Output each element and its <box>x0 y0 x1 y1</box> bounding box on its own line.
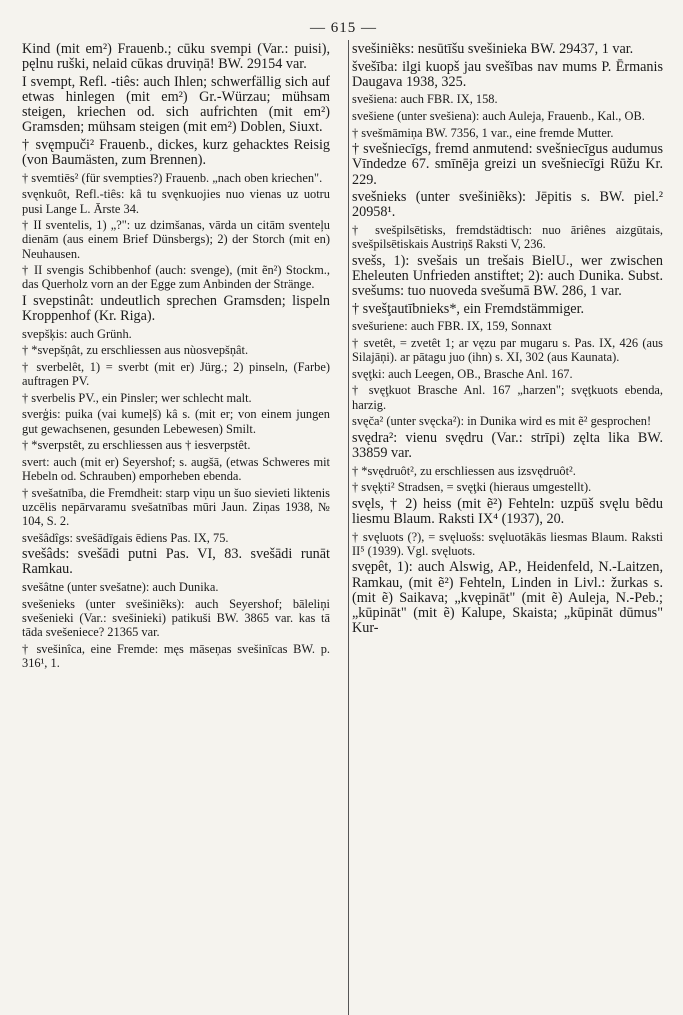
dictionary-entry: svepšķis: auch Grünh. <box>22 326 132 341</box>
dictionary-entry: svešs, 1): svešais un trešais BielU., wer zwischen Eheleuten Unfrieden anstiftet; 2): auch Dunika. Subst. svešums: tuo nuoveda svešumā BW. 286, 1 var. <box>352 252 663 300</box>
page-number: — 615 — <box>310 20 377 36</box>
dictionary-entry: svešâtne (unter svešatne): auch Dunika. <box>22 579 219 594</box>
dictionary-entry: † svęţkuot Brasche Anl. 167 „harzen"; svęţkuots ebenda, harzig. <box>352 383 663 412</box>
dictionary-entry: svert: auch (mit er) Seyershof; s. augšā, (etwas Schweres mit Hebeln od. Schrauben) emporheben ebenda. <box>22 454 330 483</box>
dictionary-entry: Kind (mit em²) Frauenb.; cūku svempi (Var.: puisi), pęlnu ruški, nelaid cūkas druviņā! BW. 29154 var. <box>22 41 330 73</box>
dictionary-entry: švešība: ilgi kuopš jau svešības nav mums P. Ērmanis Daugava 1938, 325. <box>352 58 663 90</box>
dictionary-entry: svępêt, 1): auch Alswig, AP., Heidenfeld, N.-Laitzen, Ramkau, (mit ẽ²) Fehteln, Linden in Livl.: žurkas s. (mit ẽ) Saikava; „kvępināt" (mit ẽ) Auleja, N.-Peb.; „kūpināt" (mit ẽ) Kalupe, Skaista; „kūpināt dūmus" Kur- <box>352 559 663 637</box>
dictionary-entry: † svęmpuči² Frauenb., dickes, kurz gehacktes Reisig (von Baumästen, zum Brennen). <box>22 137 330 169</box>
dictionary-entry: svešnieks (unter svešiniẽks): Jēpitis s. BW. piel.² 20958¹. <box>352 189 663 221</box>
dictionary-entry: svędra²: vienu svędru (Var.: strīpi) zęlta lika BW. 33859 var. <box>352 429 663 461</box>
dictionary-entry: † svęluots (?), = svęluošs: svęluotākās liesmas Blaum. Raksti II⁵ (1939). Vgl. svęluots. <box>352 529 663 558</box>
dictionary-entry: † svešinîca, eine Fremde: męs māseņas svešinīcas BW. p. 316¹, 1. <box>22 641 330 670</box>
dictionary-entry: † sverbelis PV., ein Pinsler; wer schlecht malt. <box>22 390 252 405</box>
left-column <box>22 42 340 672</box>
dictionary-entry: † svešatnība, die Fremdheit: starp viņu un šuo sievieti liktenis uzcēlis nepārvaramu svešatnības mūri Jaun. Ziņas 1938, № 104, S. 2. <box>22 485 330 528</box>
dictionary-entry: † svešţautībnieks*, ein Fremdstämmiger. <box>352 300 585 317</box>
dictionary-entry: svęls, † 2) heiss (mit ẽ²) Fehteln: uzpūš svęlu bẽdu liesmu Blaum. Raksti IX⁴ (1937), 20. <box>352 495 663 527</box>
dictionary-entry: † *svepšņât, zu erschliessen aus nùosvepšņât. <box>22 343 249 358</box>
dictionary-entry: svešâds: svešādi putni Pas. VI, 83. svešādi runāt Ramkau. <box>22 546 330 578</box>
columns <box>22 42 665 672</box>
dictionary-entry: svęča² (unter svęcka²): in Dunika wird es mit ẽ² gesprochen! <box>352 414 652 429</box>
column-divider <box>348 40 349 1015</box>
dictionary-entry: svešiniẽks: nesūtīšu svešinieka BW. 29437, 1 var. <box>352 41 634 57</box>
dictionary-entry: † svemtiēs² (für svempties?) Frauenb. „nach oben kriechen". <box>22 170 323 185</box>
dictionary-entry: † svetêt, = zvetêt 1; ar vęzu par mugaru s. Pas. IX, 426 (aus Silajāņi). ar pātagu juo (ihn) s. XI, 302 (aus Kaunata). <box>352 335 663 365</box>
dictionary-entry: † *svędruôt², zu erschliessen aus izsvędruôt². <box>352 463 576 478</box>
dictionary-entry: svešenieks (unter svešiniẽks): auch Seyershof; bāleliņi svešenieki (Var.: svešinieki) patikuši BW. 3865 var. kas tā tāda svešeniece? 21365 var. <box>22 596 330 639</box>
dictionary-entry: svęnkuôt, Refl.-tiês: kâ tu svęnkuojies nuo vienas uz uotru pusi Lange L. Ārste 34. <box>22 187 330 216</box>
right-column <box>340 42 663 672</box>
dictionary-entry: † II sventelis, 1) „?": uz dzimšanas, vārda un citām sventeļu dienām (aus einem Brief Dünsbergs); 2) der Storch (mit en) Neuhausen. <box>22 218 330 261</box>
dictionary-entry: † svešniecīgs, fremd anmutend: svešniecīgus audumus Vīndedze 67. smīnēja greizi un svešniecīgi Rūžu Kr. 229. <box>352 141 663 188</box>
dictionary-entry: † svešpilsētisks, fremdstädtisch: nuo āriênes aizgūtais, svešpilsētiskais Austriņš Raksti V, 236. <box>352 222 663 252</box>
dictionary-entry: svešiena: auch FBR. IX, 158. <box>352 92 498 107</box>
dictionary-entry: svešâdîgs: svešādīgais ēdiens Pas. IX, 75. <box>22 530 229 545</box>
dictionary-entry: svešuriene: auch FBR. IX, 159, Sonnaxt <box>352 319 552 334</box>
dictionary-entry: † sverbelêt, 1) = sverbt (mit er) Jürg.; 2) pinseln, (Farbe) auftragen PV. <box>22 359 330 389</box>
dictionary-entry: svęţki: auch Leegen, OB., Brasche Anl. 167. <box>352 366 573 381</box>
dictionary-entry: I svepstinât: undeutlich sprechen Gramsden; lispeln Kroppenhof (Kr. Riga). <box>22 292 330 325</box>
dictionary-entry: † II svengis Schibbenhof (auch: svenge), (mit ẽn²) Stockm., das Querholz vorn an der Egge zum Anbinden der Stränge. <box>22 263 330 292</box>
dictionary-entry: svešiene (unter svešiena): auch Auleja, Frauenb., Kal., OB. <box>352 108 645 123</box>
dictionary-entry: I svempt, Refl. -tiês: auch Ihlen; schwerfällig sich auf etwas hinlegen (mit em²) Gr.-Würzau; mühsam steigen, kriechen od. sich aufrichten (mit em²) Gramsden; mühsam steigen (mit em²) Doblen, Siuxt. <box>22 73 330 136</box>
dictionary-entry: † svešmāmiņa BW. 7356, 1 var., eine fremde Mutter. <box>352 125 614 140</box>
dictionary-entry: † *sverpstêt, zu erschliessen aus † iesverpstêt. <box>22 438 251 453</box>
dictionary-entry: sverģis: puika (vai kumeļš) kâ s. (mit er; von einem jungen gut gewachsenen, gesunden Lebewesen) Smilt. <box>22 407 330 436</box>
dictionary-entry: † svęķti² Stradsen, = svęţki (hieraus umgestellt). <box>352 480 592 495</box>
